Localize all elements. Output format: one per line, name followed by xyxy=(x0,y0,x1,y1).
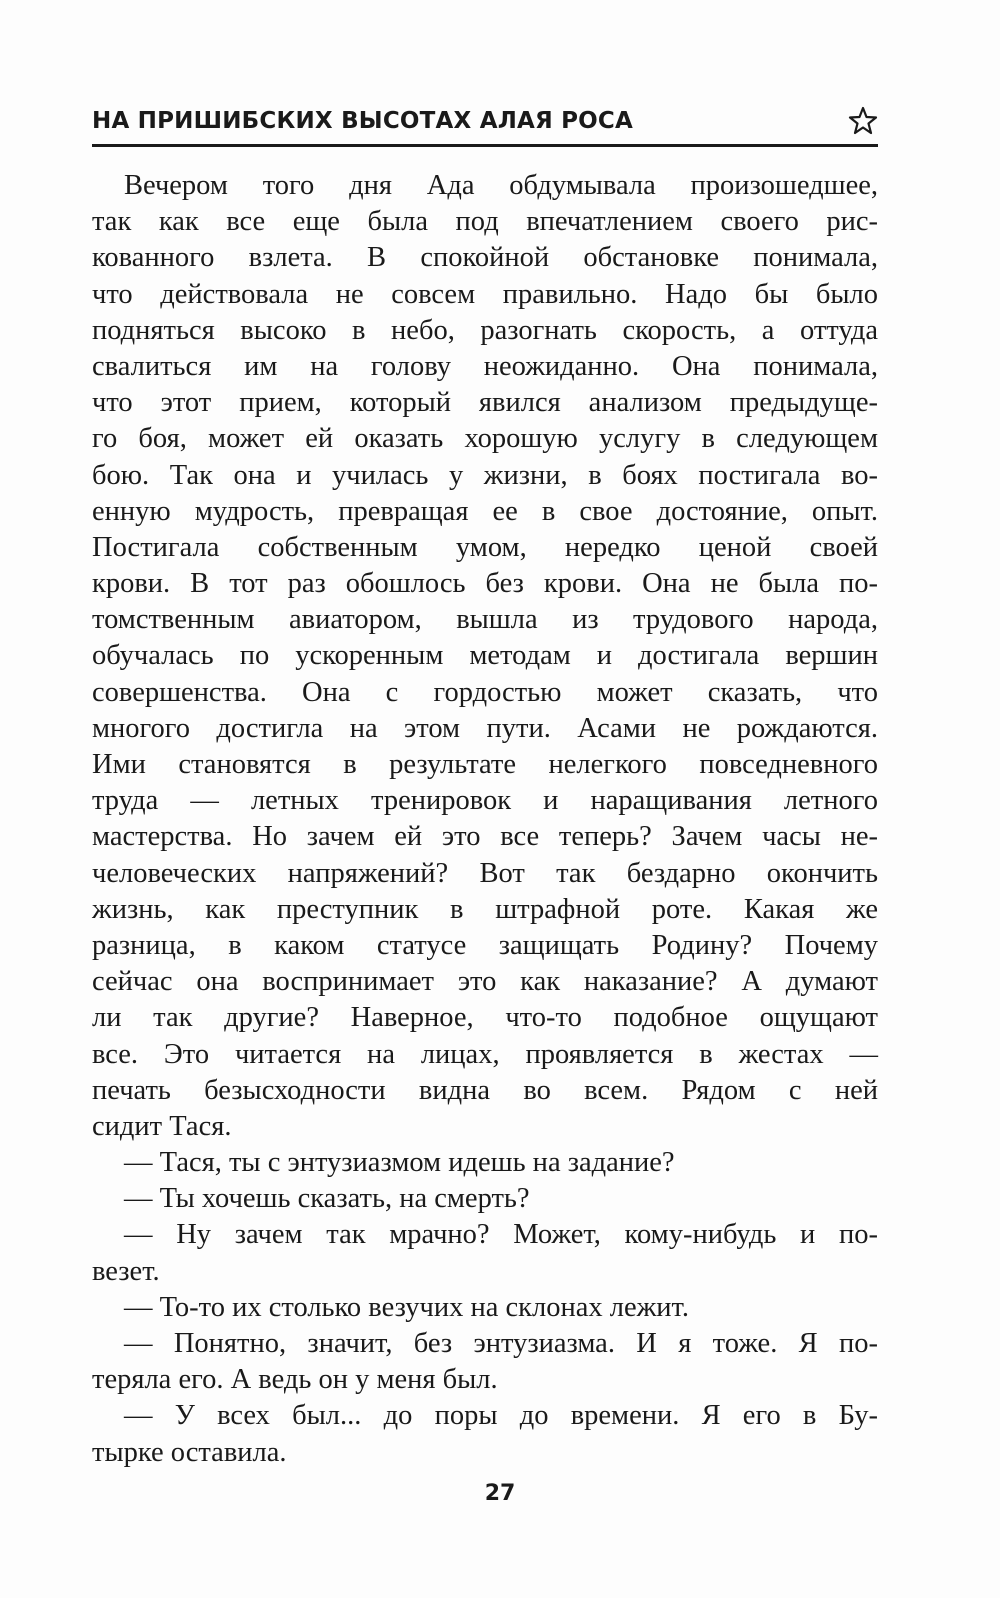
dialogue-line: теряла его. А ведь он у меня был. xyxy=(92,1364,498,1396)
text-line: томственным авиатором, вышла из трудового народа, xyxy=(92,604,878,636)
text-line: разница, в каком статусе защищать Родину? Почему xyxy=(92,929,878,961)
dialogue-line: — У всех был... до поры до времени. Я его в Бу- xyxy=(124,1400,878,1432)
text-line: бою. Так она и училась у жизни, в боях постигала во- xyxy=(92,459,878,491)
text-line: го боя, может ей оказать хорошую услугу в следующем xyxy=(92,423,878,455)
dialogue-line: — То-то их столько везучих на склонах лежит. xyxy=(124,1291,689,1323)
dialogue-line: — Ты хочешь сказать, на смерть? xyxy=(124,1183,530,1215)
text-line: все. Это читается на лицах, проявляется в жестах — xyxy=(92,1038,878,1070)
body-text xyxy=(92,168,878,1471)
dialogue-line: — Тася, ты с энтузиазмом идешь на задание? xyxy=(124,1147,675,1179)
text-line: печать безысходности видна во всем. Рядом с ней xyxy=(92,1074,878,1106)
text-line: Постигала собственным умом, нередко ценой своей xyxy=(92,531,878,563)
star-outline-icon xyxy=(848,106,878,136)
page-number: 27 xyxy=(484,1481,516,1506)
running-header xyxy=(92,104,878,147)
text-line: енную мудрость, превращая ее в свое достояние, опыт. xyxy=(92,495,878,527)
dialogue-line: — Ну зачем так мрачно? Может, кому-нибудь и по- xyxy=(124,1219,878,1251)
text-line: сейчас она воспринимает это как наказание? А думают xyxy=(92,966,878,998)
text-line: Вечером того дня Ада обдумывала произошедшее, xyxy=(124,170,878,201)
text-line: обучалась по ускоренным методам и достигала вершин xyxy=(92,640,878,672)
text-line: что действовала не совсем правильно. Надо бы было xyxy=(92,278,878,310)
text-line: крови. В тот раз обошлось без крови. Она не была по- xyxy=(92,568,878,600)
text-line: так как все еще была под впечатлением своего рис- xyxy=(92,206,878,238)
text-line: многого достигла на этом пути. Асами не рождаются. xyxy=(92,712,878,744)
text-line: труда — летных тренировок и наращивания летного xyxy=(92,785,878,817)
dialogue-line: тырке оставила. xyxy=(92,1436,287,1468)
text-line: сидит Тася. xyxy=(92,1110,232,1142)
dialogue-line: — Понятно, значит, без энтузиазма. И я тоже. Я по- xyxy=(124,1328,878,1359)
text-line: что этот прием, который явился анализом предыдуще- xyxy=(92,387,878,419)
text-line: ли так другие? Наверное, что-то подобное ощущают xyxy=(92,1002,878,1034)
running-title: НА ПРИШИБСКИХ ВЫСОТАХ АЛАЯ РОСА xyxy=(92,108,634,134)
text-line: человеческих напряжений? Вот так бездарно окончить xyxy=(92,857,878,889)
text-line: совершенства. Она с гордостью может сказать, что xyxy=(92,676,878,708)
text-line: мастерства. Но зачем ей это все теперь? Зачем часы не- xyxy=(92,821,878,853)
text-line: жизнь, как преступник в штрафной роте. Какая же xyxy=(92,893,878,925)
text-line: подняться высоко в небо, разогнать скорость, а оттуда xyxy=(92,314,878,346)
text-line: Ими становятся в результате нелегкого повседневного xyxy=(92,749,878,780)
text-line: свалиться им на голову неожиданно. Она понимала, xyxy=(92,350,878,382)
text-line: кованного взлета. В спокойной обстановке понимала, xyxy=(92,242,878,274)
dialogue-line: везет. xyxy=(92,1255,160,1287)
